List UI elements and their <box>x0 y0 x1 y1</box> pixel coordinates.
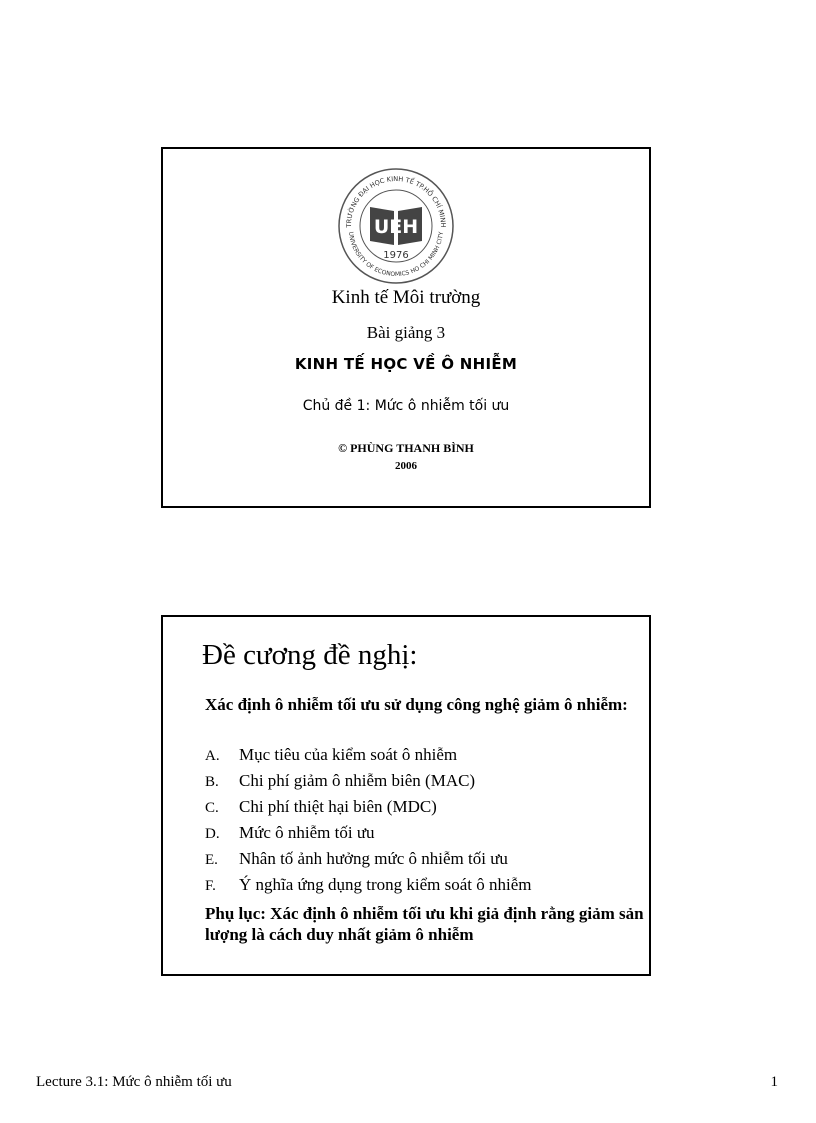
list-item-letter: F. <box>205 878 216 894</box>
publication-year: 2006 <box>395 460 417 472</box>
list-item-text: Nhân tố ảnh hưởng mức ô nhiễm tối ưu <box>239 849 508 868</box>
slide-outline <box>161 615 651 976</box>
list-item-text: Mục tiêu của kiểm soát ô nhiễm <box>239 745 458 764</box>
footer-lecture-label: Lecture 3.1: Mức ô nhiễm tối ưu <box>36 1074 232 1090</box>
lecture-subtopic: Chủ đề 1: Mức ô nhiễm tối ưu <box>302 398 510 414</box>
outline-list <box>205 742 532 898</box>
list-item <box>205 872 532 898</box>
outline-title: Đề cương đề nghị: <box>202 639 418 671</box>
list-item-letter: E. <box>205 852 218 868</box>
lecture-number: Bài giảng 3 <box>366 323 446 342</box>
list-item-text: Chi phí thiệt hại biên (MDC) <box>239 797 437 816</box>
svg-text:UEH: UEH <box>373 216 419 238</box>
lecture-topic: KINH TẾ HỌC VỀ Ô NHIỄM <box>294 355 518 373</box>
list-item-text: Ý nghĩa ứng dụng trong kiểm soát ô nhiễm <box>239 875 532 894</box>
list-item-text: Chi phí giảm ô nhiễm biên (MAC) <box>239 771 476 790</box>
list-item-letter: C. <box>205 800 219 816</box>
list-item-text: Mức ô nhiễm tối ưu <box>239 823 375 842</box>
footer-page-number: 1 <box>770 1074 778 1090</box>
course-title: Kinh tế Môi trường <box>331 287 481 308</box>
list-item-letter: D. <box>205 826 220 842</box>
list-item-letter: A. <box>205 748 220 764</box>
list-item <box>205 820 532 846</box>
list-item-letter: B. <box>205 774 219 790</box>
list-item <box>205 742 532 768</box>
svg-text:UNIVERSITY OF ECONOMICS HO CHI: UNIVERSITY OF ECONOMICS HO CHI MINH CITY <box>347 231 445 279</box>
list-item <box>205 846 532 872</box>
university-seal-icon <box>337 167 455 285</box>
list-item <box>205 768 532 794</box>
svg-text:TRƯỜNG ĐẠI HỌC KINH TẾ TP.HỒ C: TRƯỜNG ĐẠI HỌC KINH TẾ TP.HỒ CHÍ MINH <box>344 174 448 228</box>
svg-text:1976: 1976 <box>383 250 409 261</box>
outline-intro: Xác định ô nhiễm tối ưu sử dụng công nghệ giảm ô nhiễm: <box>205 695 628 714</box>
outline-appendix: Phụ lục: Xác định ô nhiễm tối ưu khi giả định rằng giảm sản lượng là cách duy nhất giảm ô nhiễm <box>205 904 644 944</box>
list-item <box>205 794 532 820</box>
author-credit: © PHÙNG THANH BÌNH <box>338 441 474 455</box>
slide-title-page <box>161 147 651 508</box>
